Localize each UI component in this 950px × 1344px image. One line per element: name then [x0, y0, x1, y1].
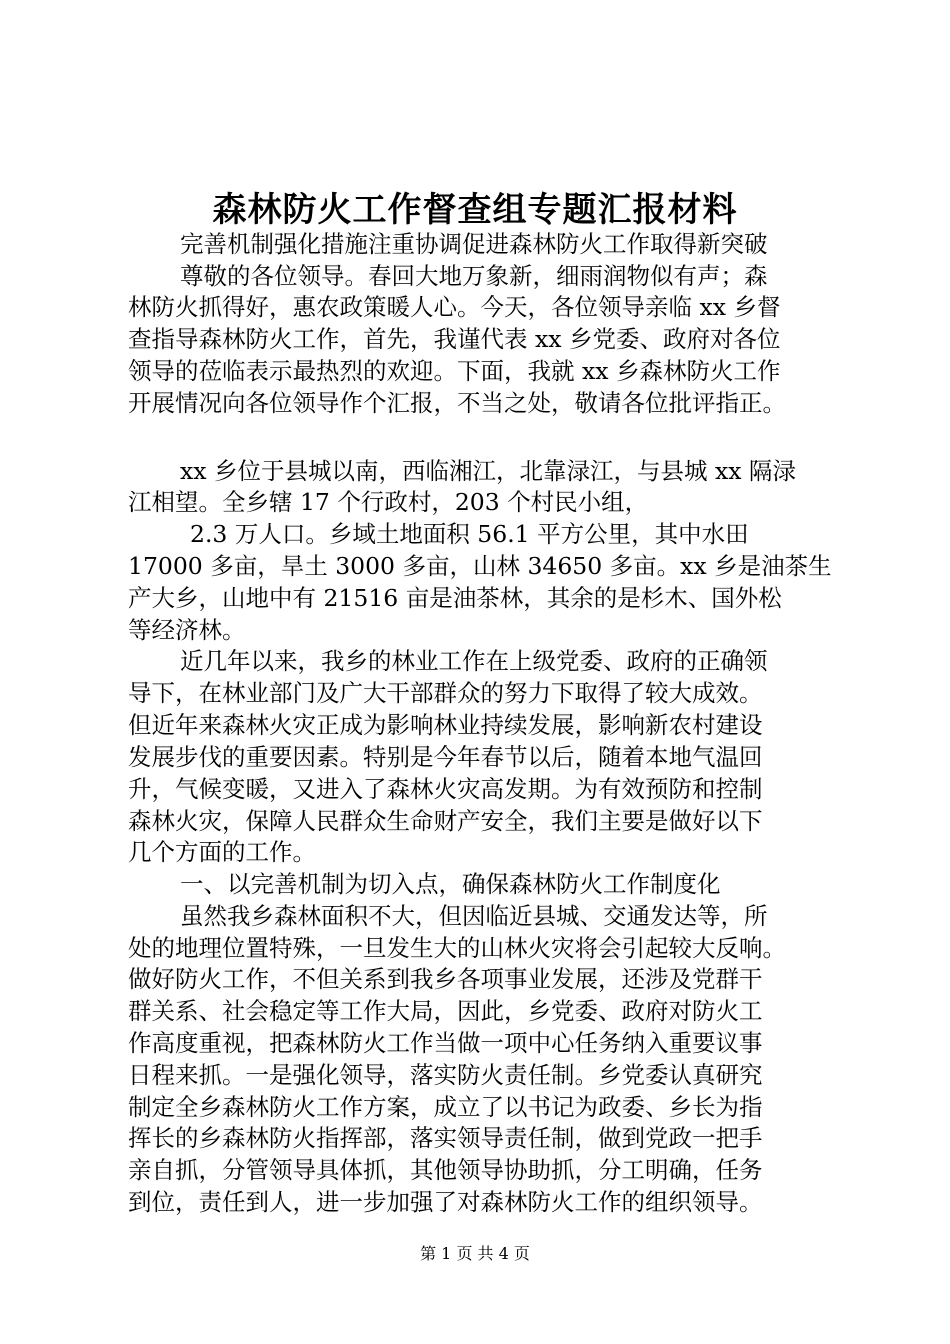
subtitle-line: 完善机制强化措施注重协调促进森林防火工作取得新突破 — [180, 230, 768, 258]
body-line: 等经济林。 — [128, 616, 246, 644]
body-line: 群关系、社会稳定等工作大局，因此，乡党委、政府对防火工 — [128, 997, 763, 1025]
document-title: 森林防火工作督查组专题汇报材料 — [212, 190, 738, 230]
body-line: 导下，在林业部门及广大干部群众的努力下取得了较大成效。 — [128, 679, 763, 707]
body-line: 制定全乡森林防火工作方案，成立了以书记为政委、乡长为指 — [128, 1093, 763, 1121]
body-line: 江相望。全乡辖 17 个行政村，203 个村民小组， — [128, 488, 649, 516]
body-line: 开展情况向各位领导作个汇报，不当之处，敬请各位批评指正。 — [128, 389, 786, 417]
body-line: 做好防火工作，不但关系到我乡各项事业发展，还涉及党群干 — [128, 965, 763, 993]
body-line: 处的地理位置特殊，一旦发生大的山林火灾将会引起较大反响。 — [128, 934, 786, 962]
body-line: 虽然我乡森林面积不大，但因临近县城、交通发达等，所 — [180, 902, 768, 930]
body-line: xx 乡位于县城以南，西临湘江，北靠渌江，与县城 xx 隔渌 — [180, 457, 796, 485]
body-line: 发展步伐的重要因素。特别是今年春节以后，随着本地气温回 — [128, 743, 763, 771]
body-line: 尊敬的各位领导。春回大地万象新，细雨润物似有声；森 — [180, 262, 768, 290]
body-line: 2.3 万人口。乡域土地面积 56.1 平方公里，其中水田 — [190, 520, 749, 548]
body-line: 17000 多亩，旱土 3000 多亩，山林 34650 多亩。xx 乡是油茶生 — [128, 552, 832, 580]
page-number: 第 1 页 共 4 页 — [420, 1244, 530, 1263]
body-line: 亲自抓，分管领导具体抓，其他领导协助抓，分工明确，任务 — [128, 1156, 763, 1184]
body-line: 近几年以来，我乡的林业工作在上级党委、政府的正确领 — [180, 647, 768, 675]
body-line: 领导的莅临表示最热烈的欢迎。下面，我就 xx 乡森林防火工作 — [128, 357, 781, 385]
section-heading: 一、以完善机制为切入点，确保森林防火工作制度化 — [180, 870, 721, 898]
body-line: 到位，责任到人，进一步加强了对森林防火工作的组织领导。 — [128, 1188, 763, 1216]
body-line: 作高度重视，把森林防火工作当做一项中心任务纳入重要议事 — [128, 1029, 763, 1057]
body-line: 产大乡，山地中有 21516 亩是油茶林，其余的是杉木、国外松 — [128, 584, 782, 612]
body-line: 林防火抓得好，惠农政策暖人心。今天，各位领导亲临 xx 乡督 — [128, 293, 781, 321]
body-line: 森林火灾，保障人民群众生命财产安全，我们主要是做好以下 — [128, 807, 763, 835]
body-line: 查指导森林防火工作，首先，我谨代表 xx 乡党委、政府对各位 — [128, 325, 781, 353]
body-line: 升，气候变暖，又进入了森林火灾高发期。为有效预防和控制 — [128, 775, 763, 803]
body-line: 挥长的乡森林防火指挥部，落实领导责任制，做到党政一把手 — [128, 1124, 763, 1152]
body-line: 但近年来森林火灾正成为影响林业持续发展，影响新农村建设 — [128, 711, 763, 739]
body-line: 几个方面的工作。 — [128, 838, 316, 866]
body-line: 日程来抓。一是强化领导，落实防火责任制。乡党委认真研究 — [128, 1061, 763, 1089]
